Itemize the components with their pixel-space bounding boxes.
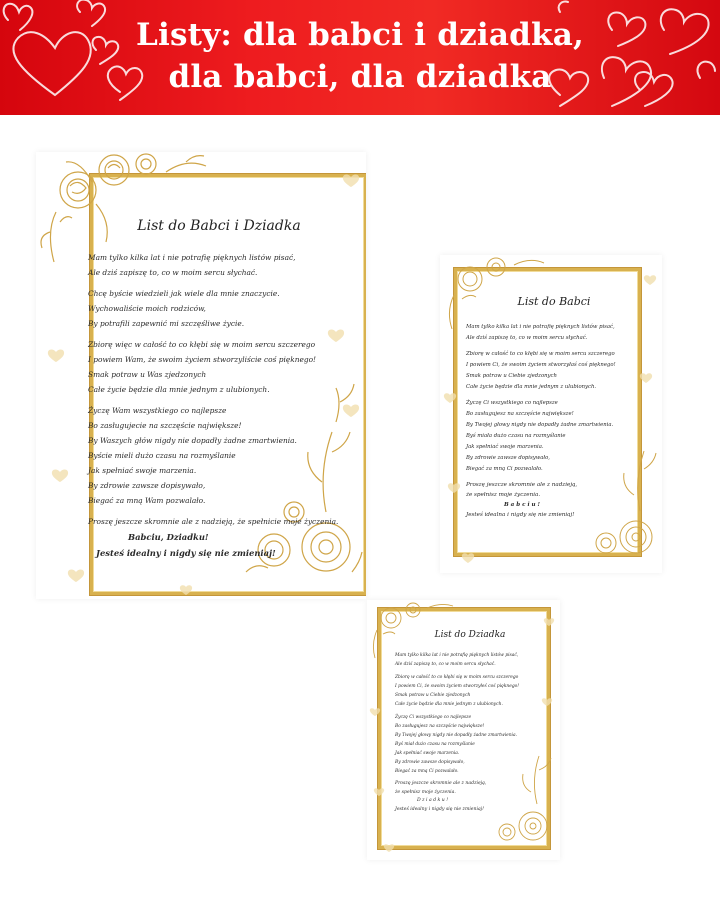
letter-line: Byście mieli dużo czasu na rozmyślanie (88, 451, 236, 460)
letter-line: Zbiorę w całość to co kłębi się w moim sercu szczerego (466, 351, 615, 357)
letter-wish: że spełnisz moje życzenia. (395, 789, 456, 795)
title-banner (0, 0, 720, 115)
stanza (395, 651, 545, 669)
page-title-line-2: dla babci, dla dziadka (168, 59, 552, 95)
letter-line: Jak spełniać swoje marzenia. (395, 751, 460, 756)
letter-line: Życzę Ci wszystkiego co najlepsze (395, 715, 472, 720)
letter-line: Całe życie będzie dla mnie jednym z ulubionych. (88, 385, 270, 394)
letter-line: Mam tylko kilka lat i nie potrafię pięknych listów pisać, (88, 253, 296, 262)
letter-body (88, 218, 350, 561)
letter-line: I powiem Ci, że swoim życiem stworzyłeś coś pięknego! (395, 684, 520, 689)
letter-title: List do Babci i Dziadka (137, 218, 301, 234)
letter-line: By zdrowie zawsze dopisywało, (395, 760, 465, 765)
letter-line: By Twojej głowy nigdy nie dopadły żadne zmartwienia. (466, 422, 614, 428)
letter-line: Byś miała dużo czasu na rozmyślanie (466, 433, 566, 439)
letter-line: Całe życie będzie dla mnie jednym z ulubionych. (466, 384, 597, 390)
letter-line: Biegać za mną Ci pozwalało. (395, 769, 459, 774)
letter-line: Smak potraw u Ciebie zjedzonych (395, 693, 471, 698)
letter-line: Życzę Wam wszystkiego co najlepsze (88, 406, 227, 415)
letter-card-grandparents (36, 152, 366, 599)
letter-line: Mam tylko kilka lat i nie potrafię pięknych listów pisać, (466, 324, 615, 330)
letter-line: Byś miał dużo czasu na rozmyślanie (395, 742, 475, 747)
letter-line: Ale dziś zapiszę to, co w moim sercu słychać. (395, 662, 496, 667)
page-title-line-1: Listy: dla babci i dziadka, (136, 17, 584, 53)
letter-signature: D z i a d k u ! (417, 798, 449, 803)
stanza (466, 349, 642, 393)
letter-line: Smak potraw u Was zjedzonych (88, 370, 207, 379)
stanza (88, 250, 350, 280)
letter-line: Życzę Ci wszystkiego co najlepsze (466, 400, 558, 406)
letter-wish: że spełnisz moje życzenia. (466, 492, 541, 498)
letter-wish: Proszę jeszcze skromnie ale z nadzieją, (466, 482, 578, 488)
letter-line: By zdrowie zawsze dopisywało, (466, 455, 550, 461)
stanza (88, 286, 350, 331)
stanza (395, 713, 545, 776)
letter-closing: Jesteś idealny i nigdy się nie zmieniaj! (96, 548, 276, 558)
letter-line: Mam tylko kilka lat i nie potrafię pięknych listów pisać, (395, 653, 519, 658)
letter-line: I powiem Ci, że swoim życiem stworzyłaś coś pięknego! (466, 362, 616, 368)
letter-title: List do Babci (517, 295, 591, 308)
letter-line: By Waszych głów nigdy nie dopadły żadne zmartwienia. (88, 436, 297, 445)
letter-wish: Proszę jeszcze skromnie ale z nadzieją, (395, 781, 487, 786)
letter-line: Zbiorę w całość to co kłębi się w moim sercu szczerego (395, 675, 519, 680)
letter-wish: Proszę jeszcze skromnie ale z nadzieją, że spełnicie moje życzenia. (88, 517, 339, 526)
letter-title: List do Dziadka (434, 630, 506, 640)
letter-line: Wychowaliście moich rodziców, (88, 304, 206, 313)
letter-line: Zbiorę więc w całość to co kłębi się w moim sercu szczerego (88, 340, 316, 349)
letter-line: Biegać za mną Wam pozwalało. (88, 496, 206, 505)
page-title (0, 14, 720, 98)
letter-line: By potrafili zapewnić mi szczęśliwe życie. (88, 319, 245, 328)
letter-line: Całe życie będzie dla mnie jednym z ulubionych. (395, 702, 503, 707)
letter-signature: Babciu, Dziadku! (128, 532, 209, 542)
stanza (88, 337, 350, 397)
letter-signature: B a b c i u ! (504, 502, 541, 508)
letter-line: Bo zasługujesz na szczęście największe! (466, 411, 574, 417)
letter-line: I powiem Wam, że swoim życiem stworzyliście coś pięknego! (88, 355, 316, 364)
letter-body (466, 295, 642, 520)
stanza (88, 403, 350, 508)
letter-line: Biegać za mną Ci pozwalało. (466, 466, 543, 472)
letter-line: By zdrowie zawsze dopisywało, (88, 481, 206, 490)
stanza (466, 322, 642, 344)
letter-line: Jak spełniać swoje marzenia. (88, 466, 197, 475)
letter-line: Ale dziś zapiszę to, co w moim sercu słychać. (88, 268, 258, 277)
letter-line: Bo zasługujecie na szczęście największe! (88, 421, 242, 430)
letter-card-grandma (440, 255, 662, 573)
letter-line: Ale dziś zapiszę to, co w moim sercu słychać. (466, 335, 588, 341)
letter-closing: Jesteś idealny i nigdy się nie zmieniaj! (395, 806, 484, 812)
letter-line: Chcę byście wiedzieli jak wiele dla mnie znaczycie. (88, 289, 280, 298)
letter-line: Smak potraw u Ciebie zjedzonych (466, 373, 557, 379)
letter-closing: Jesteś idealna i nigdy się nie zmieniaj! (466, 512, 575, 518)
stanza (395, 673, 545, 709)
letter-line: Jak spełniać swoje marzenia. (466, 444, 544, 450)
letter-line: By Twojej głowy nigdy nie dopadły żadne zmartwienia. (395, 733, 517, 738)
letter-line: Bo zasługujesz na szczęście największe! (395, 724, 485, 729)
stanza (466, 398, 642, 475)
letter-body (395, 630, 545, 814)
letter-card-grandpa (367, 600, 560, 860)
